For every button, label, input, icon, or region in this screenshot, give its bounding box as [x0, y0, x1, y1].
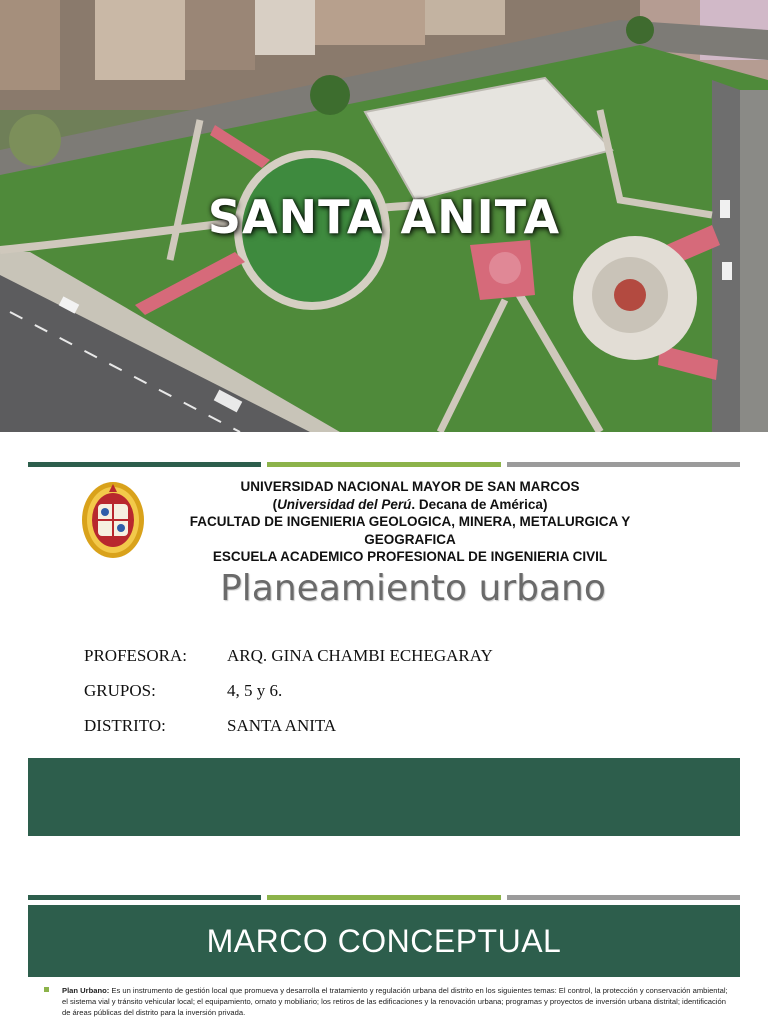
- university-subtitle-italic: Universidad del Perú: [277, 496, 412, 512]
- info-value: SANTA ANITA: [227, 716, 337, 735]
- definition-paragraph: [62, 985, 730, 1018]
- institution-header: [160, 478, 660, 566]
- faculty-name-line2: GEOGRAFICA: [364, 531, 456, 547]
- course-title: Planeamiento urbano: [220, 568, 606, 609]
- university-name: UNIVERSIDAD NACIONAL MAYOR DE SAN MARCOS: [240, 479, 580, 494]
- info-label: GRUPOS:: [84, 681, 156, 700]
- hero-photo: [0, 0, 768, 432]
- divider-segment: [28, 895, 261, 900]
- university-subtitle: (Universidad del Perú. Decana de América): [272, 496, 548, 512]
- bullet-marker: [44, 987, 49, 992]
- info-label: DISTRITO:: [84, 716, 166, 735]
- divider-segment: [28, 462, 261, 467]
- green-band: [28, 758, 740, 836]
- university-subtitle-rest: . Decana de América: [411, 496, 543, 512]
- tricolor-divider: [28, 895, 740, 900]
- divider-segment: [267, 462, 500, 467]
- hero-title: SANTA ANITA: [207, 190, 561, 244]
- tricolor-divider: [28, 462, 740, 467]
- info-label: PROFESORA:: [84, 646, 187, 665]
- section-header: [28, 905, 740, 977]
- divider-segment: [267, 895, 500, 900]
- school-name: ESCUELA ACADEMICO PROFESIONAL DE INGENIERIA CIVIL: [212, 549, 608, 564]
- info-value: ARQ. GINA CHAMBI ECHEGARAY: [227, 646, 493, 665]
- divider-segment: [507, 895, 740, 900]
- section-title: MARCO CONCEPTUAL: [206, 922, 562, 959]
- info-value: 4, 5 y 6.: [227, 681, 283, 700]
- university-crest-logo: [80, 480, 146, 560]
- definition-term: Plan Urbano:: [62, 986, 110, 995]
- divider-segment: [507, 462, 740, 467]
- definition-text: Es un instrumento de gestión local que promueva y desarrolla el tratamiento y regulación urbana del distrito en los siguientes temas: El control, la protección y conservación ambiental; el sistema vial y tránsito vehicular local; el equipamiento, ornato y mobiliario; los retiros de las edificaciones y la renovación urbana; programas y proyectos de inversión urbana distrital; identificación de áreas públicas del distrito para la inversión privada.: [62, 986, 728, 1017]
- faculty-name-line1: FACULTAD DE INGENIERIA GEOLOGICA, MINERA, METALURGICA Y: [189, 514, 631, 529]
